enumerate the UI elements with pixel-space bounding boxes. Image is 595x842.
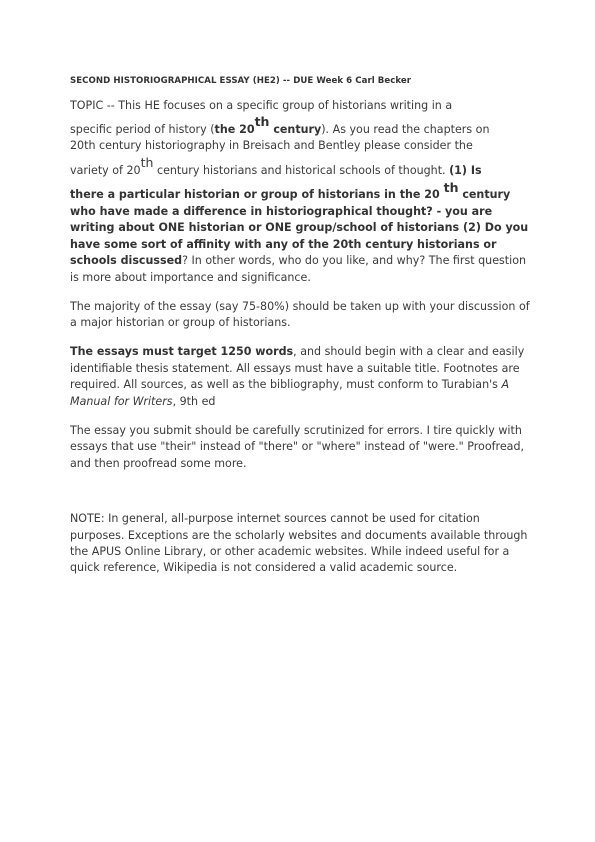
topic-superscript: th — [443, 179, 459, 195]
document-page — [70, 76, 530, 577]
topic-text: specific period of history ( — [70, 123, 215, 136]
note-paragraph: NOTE: In general, all-purpose internet sources cannot be used for citation purposes. Exceptions are the scholarly websites and documents available through the APUS Online Library, or other academic websites. While indeed useful for a quick reference, Wikipedia is not considered a valid academic source. — [70, 512, 528, 575]
topic-line-5 — [70, 179, 530, 203]
topic-superscript: th — [254, 114, 270, 130]
topic-paragraph — [70, 98, 530, 287]
turabian-title: A Manual for Writers — [70, 378, 510, 408]
topic-bold-text: century — [458, 188, 511, 202]
topic-bold — [70, 179, 511, 202]
question-1-label: (1) Is — [449, 163, 482, 177]
topic-bold — [214, 114, 322, 136]
topic-text: variety of 20 — [70, 163, 141, 177]
topic-questions-tail: ? In other words, who do you like, and why? The first question is more about importance and significance. — [70, 254, 527, 284]
topic-line-2 — [70, 114, 530, 138]
word-target-text: , 9th ed — [172, 394, 216, 408]
topic-line-3: 20th century historiography in Breisach and Bentley please consider the — [70, 139, 473, 153]
topic-questions-bold: who have made a difference in historiographical thought? - you are writing about ONE historian or ONE group/school of historians (2) Do you have some sort of affinity with any of the 20th century historians or schools discussed — [70, 204, 529, 268]
topic-bold-text: the 20 — [214, 123, 255, 136]
topic-text: century historians and historical schools of thought. — [153, 163, 450, 177]
topic-line-1: TOPIC -- This HE focuses on a specific group of historians writing in a — [70, 99, 453, 112]
topic-bold-text: there a particular historian or group of historians in the 20 — [70, 188, 444, 202]
word-target-paragraph — [70, 344, 530, 410]
topic-text: ). As you read the chapters on — [321, 123, 490, 136]
topic-superscript: th — [140, 155, 154, 171]
word-target-text: , and should begin with a clear and easily identifiable thesis statement. All essays must have a suitable title. Footnotes are required. All sources, as well as the bibliography, must conform to Turabian's — [70, 345, 525, 392]
word-target-bold: The essays must target 1250 words — [70, 345, 294, 359]
topic-questions — [70, 205, 528, 284]
topic-line-4 — [70, 155, 530, 179]
majority-paragraph: The majority of the essay (say 75-80%) should be taken up with your discussion of a major historian or group of historians. — [70, 299, 530, 329]
proofread-paragraph: The essay you submit should be carefully scrutinized for errors. I tire quickly with essays that use "their" instead of "there" or "where" instead of "were." Proofread, and then proofread some more. — [70, 424, 525, 470]
document-heading: SECOND HISTORIOGRAPHICAL ESSAY (HE2) -- DUE Week 6 Carl Becker — [70, 76, 412, 86]
topic-bold-text: century — [269, 123, 322, 136]
